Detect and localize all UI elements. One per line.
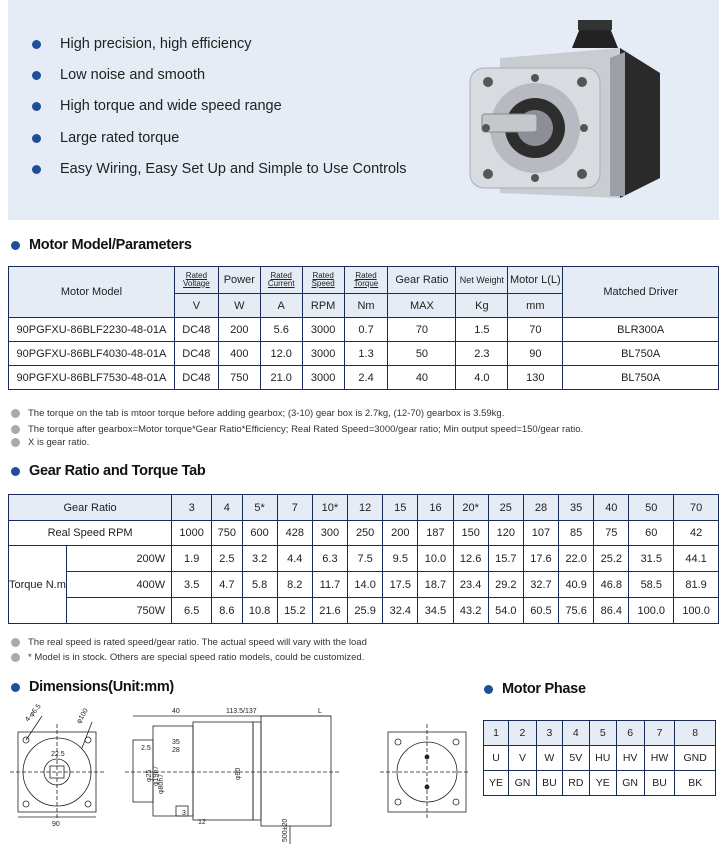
front-view: [10, 716, 104, 820]
note-text: The torque on the tab is mtoor torque before adding gearbox; (3-10) gear box is 2.7kg, (12-70) gearbox is 3.59kg.: [28, 408, 505, 419]
note-text: X is gear ratio.: [28, 437, 90, 448]
feature-item: [32, 130, 179, 146]
torque-cell: 81.9: [674, 572, 719, 598]
torque-cell: 29.2: [488, 572, 523, 598]
speed-cell: 120: [488, 521, 523, 546]
phase-cell: BU: [644, 771, 675, 796]
table-row: [9, 366, 719, 390]
torque-cell: 54.0: [488, 598, 523, 624]
unit-cell: mm: [508, 294, 563, 318]
phase-cell: U: [484, 746, 509, 771]
torque-cell: 3.2: [242, 546, 277, 572]
phase-cell: GN: [616, 771, 644, 796]
torque-cell: 17.6: [523, 546, 558, 572]
ratio-cell: 10*: [312, 495, 347, 521]
ratio-cell: 28: [523, 495, 558, 521]
table-cell: 21.0: [260, 366, 302, 390]
torque-cell: 32.7: [523, 572, 558, 598]
gear-ratio-table: [8, 494, 719, 624]
torque-cell: 43.2: [453, 598, 488, 624]
section-title-gear-ratio: Gear Ratio and Torque Tab: [11, 463, 205, 479]
phase-cell: 5V: [562, 746, 589, 771]
header-cell: [260, 267, 302, 294]
speed-cell: 600: [242, 521, 277, 546]
dim-label-15: 3: [182, 810, 186, 817]
table-cell: 90PGFXU-86BLF2230-48-01A: [9, 318, 175, 342]
torque-cell: 46.8: [594, 572, 629, 598]
table-cell: 90PGFXU-86BLF7530-48-01A: [9, 366, 175, 390]
torque-cell: 15.7: [488, 546, 523, 572]
torque-cell: 12.6: [453, 546, 488, 572]
torque-cell: 31.5: [629, 546, 674, 572]
table-cell: 1.5: [456, 318, 508, 342]
note-bullet-icon: [11, 438, 20, 447]
table-cell: DC48: [174, 366, 218, 390]
torque-cell: 60.5: [523, 598, 558, 624]
bullet-icon: [32, 71, 41, 80]
torque-cell: 1.9: [172, 546, 212, 572]
header-cell: Motor L(L): [508, 267, 563, 294]
torque-cell: 14.0: [348, 572, 383, 598]
torque-cell: 17.5: [383, 572, 418, 598]
phase-cell: GN: [509, 771, 537, 796]
table-row: [484, 771, 716, 796]
table-cell: BL750A: [563, 342, 719, 366]
speed-cell: 1000: [172, 521, 212, 546]
torque-cell: 58.5: [629, 572, 674, 598]
table-cell: 90PGFXU-86BLF4030-48-01A: [9, 342, 175, 366]
phase-cell: 4: [562, 721, 589, 746]
unit-cell: RPM: [302, 294, 344, 318]
torque-cell: 25.2: [594, 546, 629, 572]
unit-cell: Kg: [456, 294, 508, 318]
speed-cell: 200: [383, 521, 418, 546]
speed-cell: 150: [453, 521, 488, 546]
torque-cell: 4.7: [212, 572, 242, 598]
speed-cell: 300: [312, 521, 347, 546]
section-title-dimensions: Dimensions(Unit:mm): [11, 679, 174, 695]
note-bullet-icon: [11, 425, 20, 434]
feature-item: [32, 98, 282, 114]
dim-label-4: 90: [52, 821, 60, 828]
table-row: [9, 546, 719, 572]
header-label: Rated Current: [267, 270, 295, 288]
table-row: [9, 598, 719, 624]
torque-cell: 18.7: [418, 572, 453, 598]
dim-label-3: 22.5: [51, 751, 65, 758]
dim-label-10: 28: [172, 747, 180, 754]
torque-cell: 2.5: [212, 546, 242, 572]
motor-model-table: [8, 266, 719, 390]
phase-cell: W: [536, 746, 562, 771]
table-cell: 12.0: [260, 342, 302, 366]
speed-cell: 250: [348, 521, 383, 546]
ratio-cell: 50: [629, 495, 674, 521]
power-cell: 400W: [66, 572, 171, 598]
table-cell: 70: [508, 318, 563, 342]
table-cell: BLR300A: [563, 318, 719, 342]
phase-cell: YE: [484, 771, 509, 796]
ratio-cell: 25: [488, 495, 523, 521]
note-item: [11, 408, 504, 419]
torque-cell: 22.0: [559, 546, 594, 572]
note-bullet-icon: [11, 653, 20, 662]
phase-cell: HV: [616, 746, 644, 771]
table-cell: 5.6: [260, 318, 302, 342]
torque-cell: 4.4: [277, 546, 312, 572]
torque-cell: 100.0: [629, 598, 674, 624]
dim-label-8: 2.5: [141, 745, 151, 752]
bullet-icon: [32, 134, 41, 143]
feature-item: [32, 67, 205, 83]
power-cell: 200W: [66, 546, 171, 572]
table-cell: 3000: [302, 342, 344, 366]
motor-image: [460, 18, 670, 208]
header-cell: [344, 267, 388, 294]
table-row: [9, 572, 719, 598]
phase-cell: V: [509, 746, 537, 771]
unit-cell: MAX: [388, 294, 456, 318]
table-cell: 0.7: [344, 318, 388, 342]
header-label: Rated Voltage: [183, 270, 210, 288]
ratio-cell: 4: [212, 495, 242, 521]
unit-cell: W: [218, 294, 260, 318]
ratio-cell: 7: [277, 495, 312, 521]
torque-cell: 34.5: [418, 598, 453, 624]
dim-label-12: φ25: [146, 769, 153, 782]
table-row: [484, 746, 716, 771]
note-text: The torque after gearbox=Motor torque*Gear Ratio*Efficiency; Real Rated Speed=3000/gear ratio; Min output speed=150/gear ratio.: [28, 424, 584, 435]
speed-cell: 107: [523, 521, 558, 546]
table-cell: 3000: [302, 366, 344, 390]
dim-label-13: φ19h7: [153, 765, 160, 786]
speed-cell: 750: [212, 521, 242, 546]
bullet-icon: [32, 102, 41, 111]
phase-cell: YE: [589, 771, 616, 796]
phase-cell: BU: [536, 771, 562, 796]
torque-cell: 3.5: [172, 572, 212, 598]
torque-cell: 40.9: [559, 572, 594, 598]
torque-cell: 32.4: [383, 598, 418, 624]
speed-cell: 85: [559, 521, 594, 546]
section-title-motor-model: Motor Model/Parameters: [11, 237, 192, 253]
note-text: * Model is in stock. Others are special speed ratio models, could be customized.: [28, 652, 365, 663]
header-cell: Gear Ratio: [388, 267, 456, 294]
phase-cell: HW: [644, 746, 675, 771]
phase-cell: 5: [589, 721, 616, 746]
table-cell: DC48: [174, 318, 218, 342]
table-row: [484, 721, 716, 746]
feature-text: Low noise and smooth: [60, 67, 206, 83]
table-cell: BL750A: [563, 366, 719, 390]
phase-cell: 8: [675, 721, 716, 746]
table-cell: 70: [388, 318, 456, 342]
torque-cell: 44.1: [674, 546, 719, 572]
dim-label-6: 113.5/137: [226, 708, 257, 715]
feature-text: High torque and wide speed range: [60, 98, 282, 114]
header-label: Rated Torque: [353, 270, 379, 288]
ratio-cell: 35: [559, 495, 594, 521]
torque-cell: 75.6: [559, 598, 594, 624]
table-cell: 400: [218, 342, 260, 366]
power-cell: 750W: [66, 598, 171, 624]
note-item: [11, 652, 364, 663]
torque-cell: 100.0: [674, 598, 719, 624]
header-cell: Motor Model: [9, 267, 175, 318]
speed-cell: 187: [418, 521, 453, 546]
feature-text: Easy Wiring, Easy Set Up and Simple to Use Controls: [60, 161, 407, 177]
torque-cell: 11.7: [312, 572, 347, 598]
torque-cell: 6.5: [172, 598, 212, 624]
dimension-drawing: [0, 702, 470, 844]
ratio-cell: 40: [594, 495, 629, 521]
header-cell: Power: [218, 267, 260, 294]
unit-cell: A: [260, 294, 302, 318]
feature-text: Large rated torque: [60, 130, 180, 146]
table-cell: 4.0: [456, 366, 508, 390]
feature-text: High precision, high efficiency: [60, 36, 252, 52]
table-row: [9, 318, 719, 342]
table-cell: 2.3: [456, 342, 508, 366]
torque-cell: 10.8: [242, 598, 277, 624]
ratio-cell: 15: [383, 495, 418, 521]
torque-cell: 25.9: [348, 598, 383, 624]
phase-cell: 3: [536, 721, 562, 746]
row-label: Torque N.m: [9, 546, 67, 624]
table-cell: 750: [218, 366, 260, 390]
ratio-cell: 12: [348, 495, 383, 521]
ratio-cell: 3: [172, 495, 212, 521]
torque-cell: 6.3: [312, 546, 347, 572]
table-cell: 90: [508, 342, 563, 366]
speed-cell: 42: [674, 521, 719, 546]
bullet-icon: [32, 40, 41, 49]
note-item: [11, 637, 367, 648]
table-cell: 3000: [302, 318, 344, 342]
note-item: [11, 437, 89, 448]
dim-label-17: 500±20: [282, 818, 289, 842]
note-item: [11, 424, 583, 435]
phase-cell: 6: [616, 721, 644, 746]
dim-label-5: 40: [172, 708, 180, 715]
torque-cell: 8.2: [277, 572, 312, 598]
torque-cell: 9.5: [383, 546, 418, 572]
torque-cell: 10.0: [418, 546, 453, 572]
bullet-icon: [11, 683, 20, 692]
unit-cell: Nm: [344, 294, 388, 318]
dim-label-7: L: [318, 708, 322, 715]
dim-label-11: φ80h7: [158, 773, 165, 794]
table-cell: 50: [388, 342, 456, 366]
phase-cell: BK: [675, 771, 716, 796]
rear-view: [380, 724, 470, 820]
torque-cell: 8.6: [212, 598, 242, 624]
phase-cell: 7: [644, 721, 675, 746]
feature-item: [32, 36, 252, 52]
header-cell: [174, 267, 218, 294]
torque-cell: 21.6: [312, 598, 347, 624]
torque-cell: 15.2: [277, 598, 312, 624]
section-title-motor-phase: Motor Phase: [484, 681, 586, 697]
dim-label-16: 12: [198, 819, 206, 826]
bullet-icon: [11, 241, 20, 250]
header-cell: Gear Ratio: [9, 495, 172, 521]
note-bullet-icon: [11, 638, 20, 647]
ratio-cell: 20*: [453, 495, 488, 521]
table-cell: 1.3: [344, 342, 388, 366]
bullet-icon: [11, 467, 20, 476]
header-label: Rated Speed: [311, 270, 335, 288]
header-cell: Net Weight: [456, 267, 508, 294]
table-cell: 2.4: [344, 366, 388, 390]
ratio-cell: 16: [418, 495, 453, 521]
ratio-cell: 5*: [242, 495, 277, 521]
ratio-cell: 70: [674, 495, 719, 521]
speed-cell: 75: [594, 521, 629, 546]
row-label: Real Speed RPM: [9, 521, 172, 546]
motor-phase-table: [483, 720, 716, 796]
dim-label-14: φ90: [235, 767, 242, 780]
phase-cell: 2: [509, 721, 537, 746]
table-cell: 40: [388, 366, 456, 390]
torque-cell: 7.5: [348, 546, 383, 572]
phase-cell: 1: [484, 721, 509, 746]
unit-cell: V: [174, 294, 218, 318]
torque-cell: 5.8: [242, 572, 277, 598]
bullet-icon: [484, 685, 493, 694]
phase-cell: HU: [589, 746, 616, 771]
dim-label-1: 4-φ6.5: [24, 703, 43, 724]
table-cell: 200: [218, 318, 260, 342]
table-row: [9, 342, 719, 366]
torque-cell: 23.4: [453, 572, 488, 598]
dim-label-9: 35: [172, 739, 180, 746]
bullet-icon: [32, 165, 41, 174]
header-cell: Matched Driver: [563, 267, 719, 318]
table-cell: 130: [508, 366, 563, 390]
dim-label-2: φ100: [75, 707, 90, 725]
note-text: The real speed is rated speed/gear ratio. The actual speed will vary with the load: [28, 637, 367, 648]
feature-item: [32, 161, 407, 177]
table-cell: DC48: [174, 342, 218, 366]
speed-cell: 60: [629, 521, 674, 546]
header-cell: [302, 267, 344, 294]
phase-cell: GND: [675, 746, 716, 771]
speed-cell: 428: [277, 521, 312, 546]
phase-cell: RD: [562, 771, 589, 796]
torque-cell: 86.4: [594, 598, 629, 624]
note-bullet-icon: [11, 409, 20, 418]
